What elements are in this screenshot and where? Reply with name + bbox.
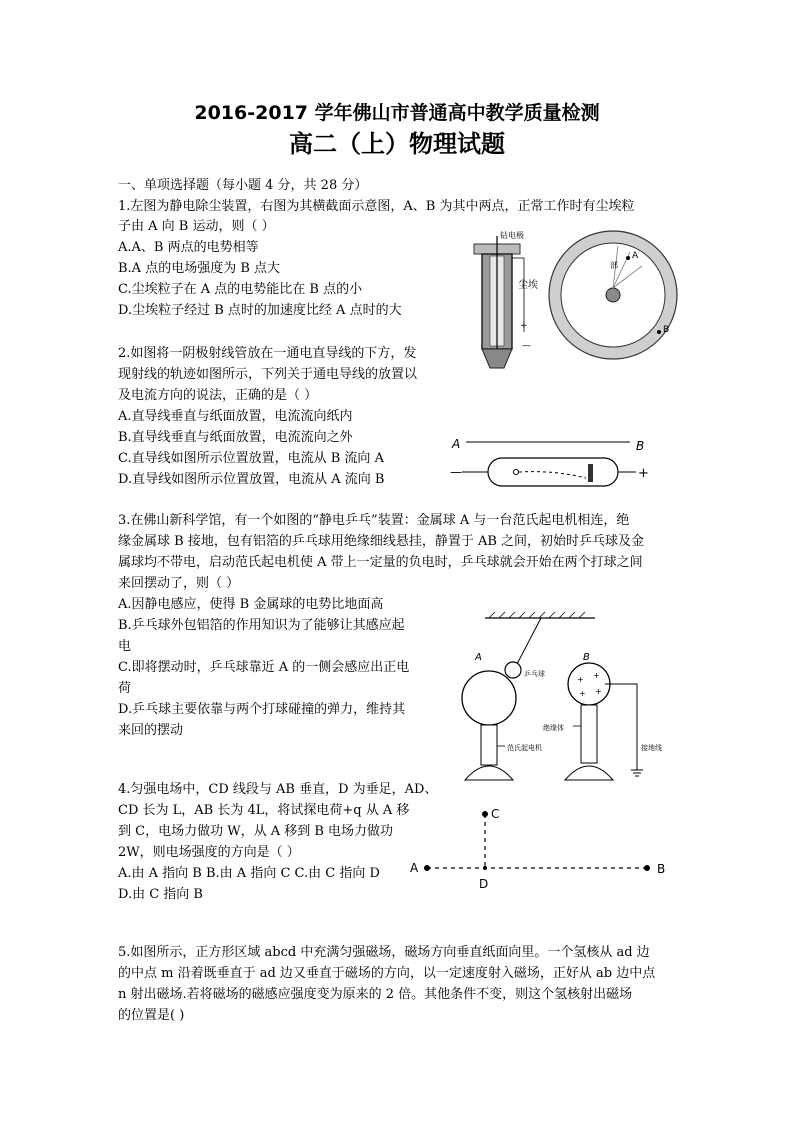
- q3-label-a: A: [475, 652, 482, 663]
- q3-option-c-line-2: 荷: [118, 681, 132, 696]
- q3-option-d-line-1: D.乒乓球主要依靠与两个打球碰撞的弹力，维持其: [118, 702, 406, 717]
- q2-option-b: B.直导线垂直与纸面放置，电流流向之外: [118, 430, 353, 445]
- svg-text:+: +: [579, 689, 586, 698]
- q1-label-a: A: [632, 251, 639, 261]
- q1-label-b: B: [663, 325, 670, 335]
- q2-figure: [444, 432, 674, 502]
- q3-option-c-line-1: C.即将摆动时，乒乓球靠近 A 的一侧会感应出正电: [118, 660, 410, 675]
- q5-stem-line-3: n 射出磁场.若将磁场的磁感应强度变为原来的 2 倍。其他条件不变，则这个氢核射出磁场: [118, 987, 633, 1002]
- q4-label-d: D: [479, 877, 489, 891]
- q1-stem-line-2: 子由 A 向 B 运动，则（ ）: [118, 219, 275, 234]
- cross-section-diagram: [549, 231, 677, 359]
- q4-stem-line-3: 到 C，电场力做功 W，从 A 移到 B 电场力做功: [118, 824, 394, 839]
- q3-option-b-line-1: B.乒乓球外包铝箔的作用知识为了能够让其感应起: [118, 618, 405, 633]
- q4-options-line-2: D.由 C 指向 B: [118, 887, 203, 902]
- q1-stem-line-1: 1.左图为静电除尘装置，右图为其横截面示意图，A、B 为其中两点，正常工作时有尘埃粒: [118, 199, 635, 214]
- q1-label-top: 钻电极: [500, 231, 524, 240]
- q1-option-c: C.尘埃粒子在 A 点的电势能比在 B 点的小: [118, 282, 363, 297]
- svg-text:+: +: [595, 687, 602, 696]
- q2-option-a: A.直导线垂直与纸面放置，电流流向纸内: [118, 409, 353, 424]
- q3-label-ground: 接地线: [641, 744, 662, 752]
- q4-label-b: B: [657, 862, 666, 876]
- q1-label-dust: 尘埃: [518, 280, 538, 291]
- q4-label-a: A: [410, 861, 419, 875]
- q1-figure: [460, 228, 700, 388]
- q2-label-plus: +: [638, 466, 649, 481]
- q4-stem-line-4: 2W，则电场强度的方向是（ ）: [118, 845, 300, 860]
- q4-options-line-1: A.由 A 指向 B B.由 A 指向 C C.由 C 指向 D: [118, 866, 380, 881]
- q4-figure: [405, 800, 675, 900]
- q5-stem-line-2: 的中点 m 沿着既垂直于 ad 边又垂直于磁场的方向，以一定速度射入磁场，正好从 ab 边中点: [118, 966, 656, 981]
- q3-label-ball: 乒乓球: [524, 670, 545, 678]
- q3-stem-line-2: 缘金属球 B 接地，包有铝箔的乒乓球用绝缘细线悬挂，静置于 AB 之间，初始时乒乓球及金: [118, 534, 645, 549]
- q3-stem-line-1: 3.在佛山新科学馆，有一个如图的“静电乒乓”装置：金属球 A 与一台范氏起电机相连，绝: [118, 513, 630, 528]
- q1-label-minus: —: [522, 341, 531, 351]
- dust-precipitator-diagram: [474, 230, 539, 368]
- q2-stem-line-2: 现射线的轨迹如图所示，下列关于通电导线的放置以: [118, 367, 418, 382]
- q2-option-c: C.直导线如图所示位置放置，电流从 B 流向 A: [118, 451, 384, 466]
- q2-stem-line-1: 2.如图将一阴极射线管放在一通电直导线的下方，发: [118, 346, 417, 361]
- q3-figure: [455, 610, 685, 785]
- q2-label-a: A: [452, 437, 461, 451]
- q1-label-plus: +: [520, 321, 528, 331]
- exam-subtitle: 高二（上）物理试题: [289, 130, 505, 158]
- exam-title: 2016-2017 学年佛山市普通高中教学质量检测: [194, 102, 600, 124]
- q2-stem-line-3: 及电流方向的说法，正确的是（ ）: [118, 388, 318, 403]
- q4-stem-line-2: CD 长为 L，AB 长为 4L，将试探电荷+q 从 A 移: [118, 803, 410, 818]
- section-heading: 一、单项选择题（每小题 4 分，共 28 分）: [118, 178, 368, 193]
- q3-option-d-line-2: 来回的摆动: [118, 723, 184, 738]
- q1-label-mark: 部: [610, 261, 618, 270]
- q3-label-b: B: [583, 652, 590, 663]
- q1-option-d: D.尘埃粒子经过 B 点时的加速度比经 A 点时的大: [118, 303, 402, 318]
- q1-option-b: B.A 点的电场强度为 B 点大: [118, 261, 281, 276]
- q2-label-minus: —: [450, 465, 462, 479]
- q4-stem-line-1: 4.匀强电场中，CD 线段与 AB 垂直，D 为垂足，AD、: [118, 782, 438, 797]
- q5-stem-line-1: 5.如图所示，正方形区域 abcd 中充满匀强磁场，磁场方向垂直纸面向里。一个氢核从 ad 边: [118, 945, 650, 960]
- q3-stem-line-3: 属球均不带电，启动范氏起电机使 A 带上一定量的负电时，乒乓球就会开始在两个打球之间: [118, 555, 643, 570]
- q3-label-insulator: 绝缘体: [543, 724, 564, 732]
- svg-text:+: +: [593, 671, 600, 680]
- q3-stem-line-4: 来回摆动了，则（ ）: [118, 576, 240, 591]
- q3-option-a: A.因静电感应，使得 B 金属球的电势比地面高: [118, 597, 384, 612]
- q3-label-generator: 范氏起电机: [507, 744, 542, 752]
- q2-option-d: D.直导线如图所示位置放置，电流从 A 流向 B: [118, 472, 385, 487]
- q2-label-b: B: [636, 439, 645, 453]
- svg-text:+: +: [577, 675, 584, 684]
- q4-label-c: C: [491, 807, 500, 821]
- q5-stem-line-4: 的位置是( ): [118, 1008, 185, 1023]
- q1-option-a: A.A、B 两点的电势相等: [118, 240, 259, 255]
- q3-option-b-line-2: 电: [118, 639, 132, 654]
